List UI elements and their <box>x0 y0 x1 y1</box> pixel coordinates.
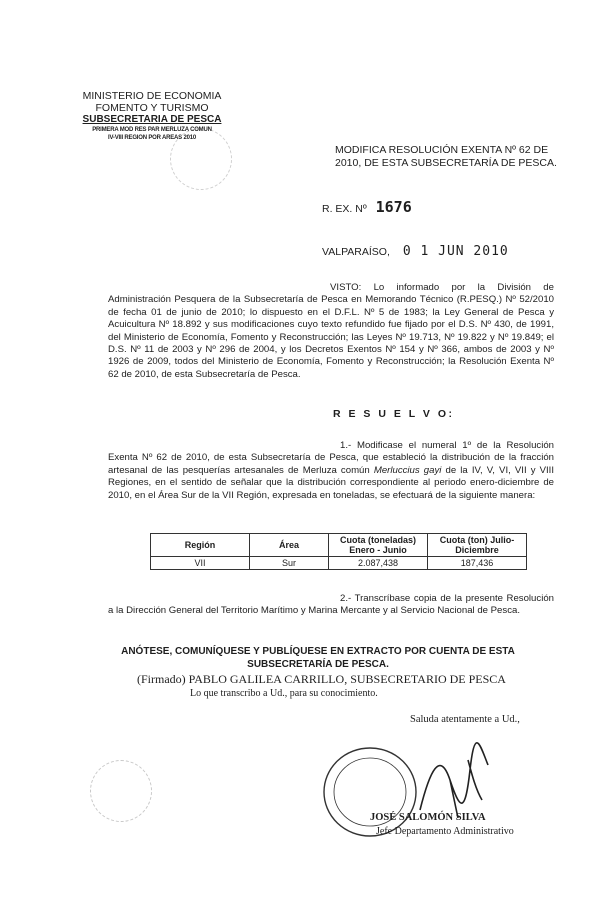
transcription-note: Lo que transcribo a Ud., para su conocimiento. <box>190 688 378 699</box>
signed-by: (Firmado) PABLO GALILEA CARRILLO, SUBSECRETARIO DE PESCA <box>137 672 506 686</box>
resolution-item-1 <box>108 440 554 502</box>
item-1-text-a: Modificase el numeral 1º de la Resolución Exenta Nº 62 de 2010, de esta Subsecretaría de Pesca, que estableció la distribución de la fracción artesanal de las pesquerías artesanales de Merluza común <box>108 440 555 476</box>
closing-salutation: Saluda atentamente a Ud., <box>410 714 520 725</box>
receipt-stamp <box>170 128 232 190</box>
table-header-cell: Cuota (ton) Julio-Diciembre <box>428 534 527 557</box>
file-code-line-2: IV-VIII REGION POR AREAS 2010 <box>107 135 196 141</box>
visto-label: VISTO: <box>330 282 362 293</box>
ministry-subname: FOMENTO Y TURISMO <box>95 102 209 114</box>
item-1-number: 1.- <box>340 440 352 451</box>
table-header-cell: Región <box>151 534 250 557</box>
item-1-text-b: de la IV, V, VI, VII y VIII Regiones, en el sentido de señalar que la distribución correspondiente al periodo enero-diciembre de 2010, en el Área Sur de la VII Región, expresada en toneladas, se efectuará de la siguiente manera: <box>108 464 554 501</box>
office-stamp-left <box>90 760 152 822</box>
resolution-value: 1676 <box>375 198 412 216</box>
quota-table <box>150 533 527 570</box>
resuelvo-heading: R E S U E L V O: <box>333 408 455 420</box>
visto-text: Lo informado por la División de Administración Pesquera de la Subsecretaría de Pesca en Memorando Técnico (R.PESQ.) Nº 52/2010 de fecha 01 de junio de 2010; lo dispuesto en el D.F.L. Nº 5 de 1983; la Ley General de Pesca y Acuicultura Nº 18.892 y sus modificaciones cuyo texto refundido fue fijado por el D.S. Nº 430, de 1991, del Ministerio de Economía, Fomento y Reconstrucción; las Leyes Nº 19.713, Nº 19.822 y Nº 19.849; el D.S. Nº 11 de 2003 y Nº 296 de 2004, y los Decretos Exentos Nº 154 y Nº 366, ambos de 2003 y Nº 1926 de 2009, todos del Ministerio de Economía, Fomento y Reconstrucción; la Resolución Exenta Nº 62 de 2010, de esta Subsecretaría de Pesca. <box>108 282 554 380</box>
table-cell-quota-1: 2.087,438 <box>329 557 428 570</box>
signer-title: Jefe Departamento Administrativo <box>376 826 514 837</box>
quota-table-wrapper <box>150 533 527 570</box>
species-name: Merluccius gayi <box>373 464 442 476</box>
table-header-cell: Área <box>250 534 329 557</box>
ministry-name: MINISTERIO DE ECONOMIA <box>82 90 222 102</box>
item-2-number: 2.- <box>340 593 352 604</box>
item-2-text: Transcríbase copia de la presente Resolución a la Dirección General del Territorio Marítimo y Marina Mercante y al Servicio Nacional de Pesca. <box>108 593 554 617</box>
table-cell-region: VII <box>151 557 250 570</box>
visto-paragraph <box>108 282 554 381</box>
resolution-label: R. EX. Nº <box>322 203 367 215</box>
subsecretaria-name: SUBSECRETARIA DE PESCA <box>82 114 222 125</box>
date-stamp: 0 1 JUN 2010 <box>402 244 509 259</box>
file-code-line-1: PRIMERA MOD RES PAR MERLUZA COMUN <box>92 127 212 133</box>
document-title: MODIFICA RESOLUCIÓN EXENTA Nº 62 DE 2010, DE ESTA SUBSECRETARÍA DE PESCA. <box>335 144 557 169</box>
table-cell-area: Sur <box>250 557 329 570</box>
place-date <box>322 244 509 259</box>
signer-name: JOSÉ SALOMÓN SILVA <box>370 812 486 823</box>
handwritten-signature <box>410 740 500 820</box>
table-header-row <box>151 534 527 557</box>
table-row <box>151 557 527 570</box>
table-cell-quota-2: 187,436 <box>428 557 527 570</box>
publication-notice <box>108 645 528 671</box>
resolution-item-2 <box>108 593 554 618</box>
notice-line-1: ANÓTESE, COMUNÍQUESE Y PUBLÍQUESE EN EXTRACTO POR CUENTA DE ESTA <box>121 646 515 657</box>
notice-line-2: SUBSECRETARÍA DE PESCA. <box>247 659 389 670</box>
resolution-number <box>322 198 412 216</box>
table-header-cell: Cuota (toneladas) Enero - Junio <box>329 534 428 557</box>
place: VALPARAÍSO, <box>322 246 390 258</box>
